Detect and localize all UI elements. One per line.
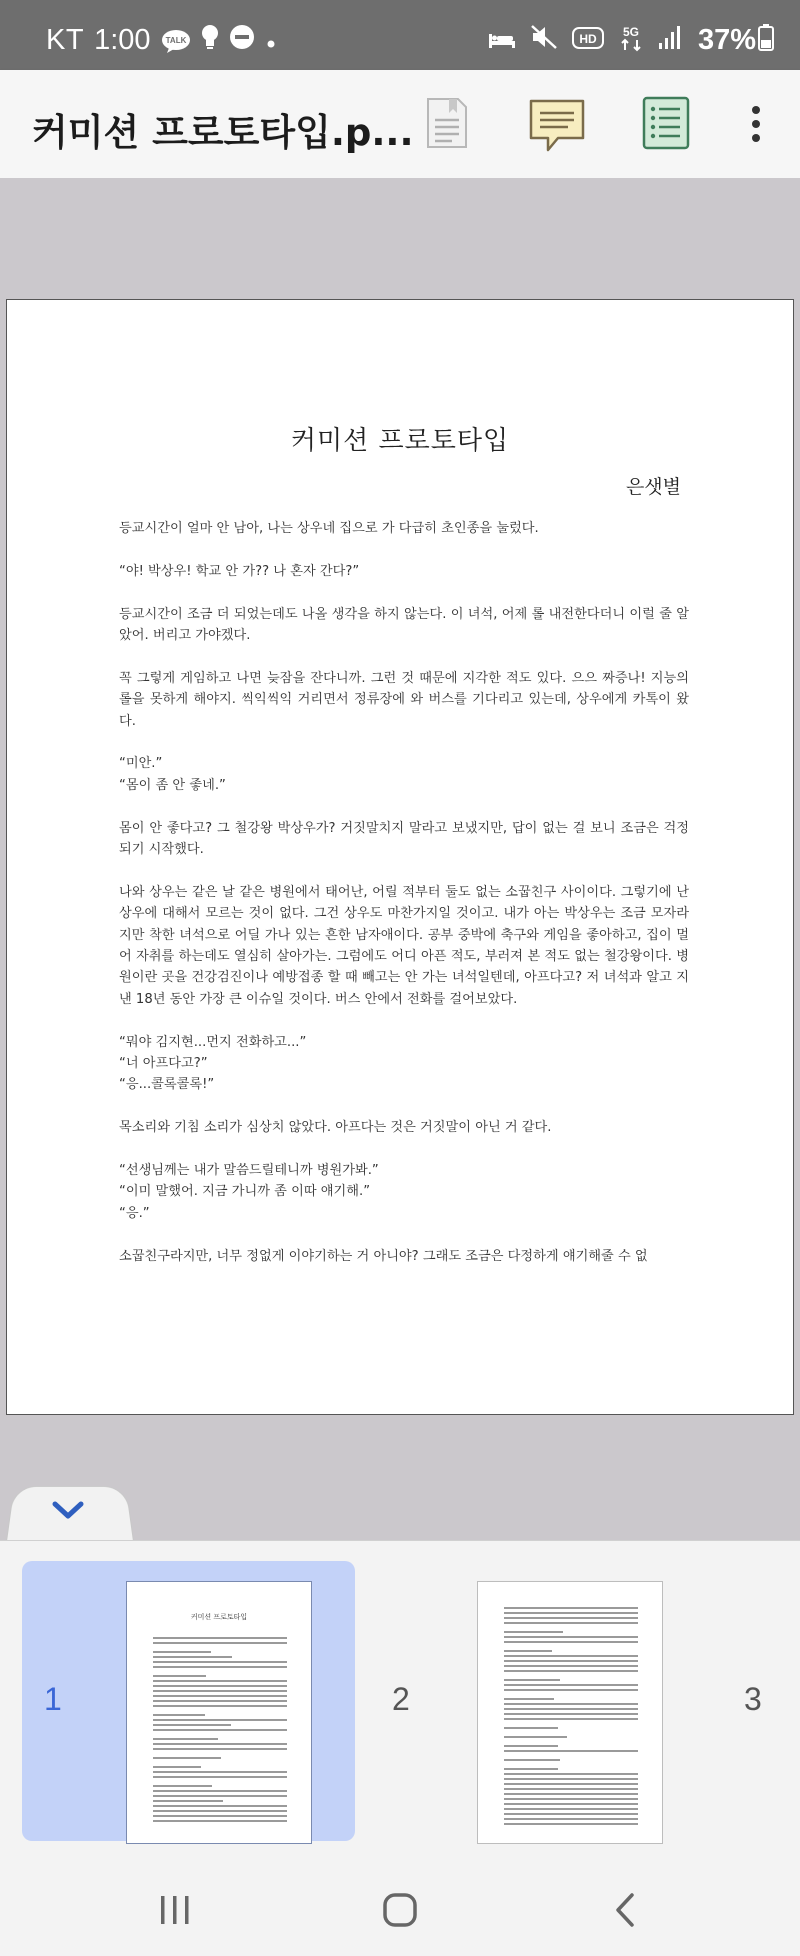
- thumbnail-text-line: [504, 1818, 638, 1820]
- paragraph-line: 목소리와 기침 소리가 심상치 않았다. 아프다는 것은 거짓말이 아닌 거 같다.: [119, 1120, 552, 1136]
- page-paragraph: [119, 668, 689, 732]
- thumbnail-text-line: [153, 1757, 221, 1759]
- page-paragraph: [119, 882, 689, 1010]
- thumbnail-text-line: [153, 1748, 287, 1750]
- thumbnail-text-line: [504, 1689, 638, 1691]
- thumbnail-text-line: [153, 1790, 287, 1792]
- app-toolbar: [0, 70, 800, 178]
- thumbnail-text-line: [504, 1736, 567, 1738]
- thumbnail-text-line: [504, 1684, 638, 1686]
- thumbnail-text-line: [153, 1705, 287, 1707]
- thumbnail-text-line: [504, 1750, 638, 1752]
- thumbnail-text-line: [504, 1708, 638, 1710]
- thumbnail-text-line: [153, 1815, 287, 1817]
- document-viewer[interactable]: [0, 178, 800, 1488]
- thumbnail-text-line: [504, 1660, 638, 1662]
- thumbnail-text-line: [153, 1766, 201, 1768]
- thumbnail-text-line: [153, 1724, 231, 1726]
- page-paragraph: [119, 1246, 689, 1267]
- thumbnail-text-line: [504, 1783, 638, 1785]
- paragraph-line: “이미 말했어. 지금 가니까 좀 이따 얘기해.”: [119, 1184, 371, 1200]
- page-thumbnail-2[interactable]: [358, 1561, 691, 1841]
- back-button[interactable]: [612, 1892, 638, 1932]
- system-nav-bar: [0, 1866, 800, 1956]
- more-options-button[interactable]: [742, 104, 770, 148]
- thumbnail-page-number: 1: [44, 1681, 62, 1717]
- thumbnail-text-line: [153, 1680, 287, 1682]
- thumbnail-text-line: [153, 1820, 287, 1822]
- page-body-text: [119, 518, 689, 1288]
- thumbnail-text-line: [153, 1700, 287, 1702]
- paragraph-line: 등교시간이 조금 더 되었는데도 나올 생각을 하지 않는다. 이 녀석, 어제 롤 내전한다더니 이럴 줄 알았어. 버리고 가야겠다.: [119, 606, 689, 643]
- clock: 1:00: [94, 24, 151, 56]
- thumbnail-text-line: [504, 1665, 638, 1667]
- thumbnail-page-number: 2: [392, 1681, 410, 1717]
- thumbnail-text-line: [504, 1641, 638, 1643]
- thumbnail-text-line: [153, 1656, 232, 1658]
- page-author: 은샛별: [625, 476, 681, 498]
- thumbnail-text-line: [504, 1798, 638, 1800]
- thumbnail-text-line: [504, 1813, 638, 1815]
- thumbnail-text-line: [504, 1778, 638, 1780]
- sleep-bed-icon: [488, 25, 516, 57]
- kakao-talk-icon: [161, 29, 191, 53]
- hd-label: HD: [579, 31, 597, 46]
- battery-percent: 37%: [697, 24, 756, 56]
- page-thumbnail-3[interactable]: [690, 1561, 800, 1841]
- signal-icon: [658, 24, 684, 57]
- thumbnail-text-line: [504, 1636, 638, 1638]
- thumbnail-text-line: [504, 1698, 554, 1700]
- thumbnail-text-line: [153, 1805, 287, 1807]
- thumbnail-panel: [0, 1540, 800, 1867]
- thumbnail-text-line: [504, 1622, 638, 1624]
- paragraph-line: “너 아프다고?”: [119, 1056, 208, 1072]
- document-page[interactable]: [6, 299, 794, 1415]
- thumbnail-text-line: [153, 1785, 212, 1787]
- thumbnail-text-line: [504, 1607, 638, 1609]
- page-thumbnail-1[interactable]: [22, 1561, 355, 1841]
- thumbnail-text-line: [153, 1719, 287, 1721]
- outline-button[interactable]: [642, 96, 690, 154]
- thumbnail-text-line: [153, 1714, 205, 1716]
- paragraph-line: “응.”: [119, 1205, 150, 1221]
- battery-icon: [758, 23, 774, 58]
- page-paragraph: [119, 1032, 689, 1096]
- page-paragraph: [119, 818, 689, 861]
- comment-icon: [528, 98, 586, 154]
- thumbnail-text-line: [504, 1759, 560, 1761]
- thumbnail-text-line: [153, 1810, 287, 1812]
- thumbnail-text-line: [504, 1718, 638, 1720]
- thumbnail-text-line: [504, 1703, 638, 1705]
- thumbnail-text-line: [153, 1642, 287, 1644]
- document-title: 커미션 프로토타입.p...: [32, 111, 414, 154]
- thumbnail-text-line: [153, 1695, 287, 1697]
- thumbnail-text-line: [153, 1661, 287, 1663]
- thumbnail-text-line: [504, 1713, 638, 1715]
- page-paragraph: [119, 1160, 689, 1224]
- paragraph-line: 몸이 안 좋다고? 그 철강왕 박상우가? 거짓말치지 말라고 보냈지만, 답이 없는 걸 보니 조금은 걱정되기 시작했다.: [119, 820, 689, 858]
- thumbnail-text-line: [504, 1612, 638, 1614]
- talk-badge-text: TALK: [165, 35, 186, 45]
- thumbnail-text-line: [504, 1650, 552, 1652]
- thumbnail-text-line: [153, 1651, 211, 1653]
- thumbnail-text-line: [153, 1795, 287, 1797]
- thumbnail-text-line: [504, 1823, 638, 1825]
- notification-dot-icon: [265, 25, 277, 57]
- paragraph-line: 나와 상우는 같은 날 같은 병원에서 태어난, 어릴 적부터 둘도 없는 소꿉친구 사이이다. 그렇기에 난 상우에 대해서 모르는 것이 없다. 그건 상우도 마찬가지일 것이고. 내가 아는 박상우는 조금 모자라지만 착한 녀석으로 어딜 가나 있는 흔한 남자애이다. 공부 중박에 축구와 게임을 좋아하고, 집이 멀어 자취를 하는데도 열심히 살아가는. 그럼에도 어디 아픈 적도, 부러져 본 적도 없는 철강왕이다. 병원이란 곳을 건강검진이나 예방접종 할 때 빼고는 안 가는 녀석일텐데, 아프다고? 저 녀석과 알고 지낸 18년 동안 가장 큰 이슈일 것이다. 버스 안에서 전화를 걸어보았다.: [119, 884, 689, 1007]
- do-not-disturb-icon: [229, 24, 255, 57]
- thumbnail-text-line: [153, 1729, 287, 1731]
- thumbnail-text-line: [504, 1788, 638, 1790]
- page-paragraph: [119, 518, 689, 539]
- outline-list-icon: [642, 96, 690, 150]
- paragraph-line: “몸이 좀 안 좋네.”: [119, 777, 226, 793]
- paragraph-line: “야! 박상우! 학교 안 가?? 나 혼자 간다?”: [119, 563, 360, 579]
- thumbnail-text-line: [504, 1670, 638, 1672]
- thumbnail-text-line: [153, 1800, 223, 1802]
- carrier-label: KT: [46, 24, 85, 56]
- back-icon: [612, 1892, 638, 1928]
- thumbnail-text-line: [153, 1675, 206, 1677]
- network-label: 5G: [622, 25, 639, 39]
- page-heading: 커미션 프로토타입: [290, 426, 510, 456]
- chevron-down-icon[interactable]: [50, 1498, 86, 1526]
- thumbnail-title: 커미션 프로토타입: [190, 1613, 248, 1621]
- thumbnail-text-line: [504, 1768, 558, 1770]
- network-5g-icon: [618, 22, 644, 59]
- paragraph-line: “응...콜록콜록!”: [119, 1077, 215, 1093]
- thumbnail-image: [477, 1581, 663, 1844]
- recent-apps-icon: [158, 1892, 192, 1928]
- thumbnail-text-line: [504, 1617, 638, 1619]
- thumbnail-image: [126, 1581, 312, 1844]
- home-button[interactable]: [382, 1892, 418, 1932]
- paragraph-line: “선생님께는 내가 말씀드릴테니까 병원가봐.”: [119, 1163, 379, 1179]
- thumbnail-text-line: [153, 1776, 287, 1778]
- thumbnail-text-line: [504, 1727, 558, 1729]
- thumbnail-text-line: [504, 1631, 563, 1633]
- home-icon: [382, 1892, 418, 1928]
- thumbnail-text-line: [153, 1690, 287, 1692]
- recent-apps-button[interactable]: [158, 1892, 192, 1932]
- paragraph-line: “뭐야 김지현...먼지 전화하고...”: [119, 1034, 307, 1050]
- thumbnail-text-line: [153, 1743, 287, 1745]
- page-paragraph: [119, 604, 689, 647]
- more-vert-icon: [742, 104, 770, 144]
- paragraph-line: “미안.”: [119, 756, 163, 772]
- thumbnail-text-line: [504, 1773, 638, 1775]
- page-paragraph: [119, 753, 689, 796]
- thumbnail-page-number: 3: [744, 1681, 762, 1717]
- thumbnail-text-line: [153, 1738, 218, 1740]
- comment-button[interactable]: [528, 98, 586, 158]
- bookmark-doc-icon: [424, 96, 470, 150]
- page-paragraph: [119, 1117, 689, 1138]
- thumbnail-text-line: [153, 1666, 287, 1668]
- thumbnail-text-line: [153, 1685, 287, 1687]
- mute-icon: [530, 24, 558, 57]
- thumbnail-text-line: [504, 1803, 638, 1805]
- thumbnail-text-line: [504, 1655, 638, 1657]
- thumbnail-text-line: [504, 1793, 638, 1795]
- thumbnail-text-line: [504, 1808, 638, 1810]
- thumbnail-text-line: [153, 1637, 287, 1639]
- thumbnail-text-line: [153, 1771, 287, 1773]
- thumbnail-text-line: [504, 1679, 560, 1681]
- hd-voice-icon: [572, 25, 604, 57]
- paragraph-line: 소꿉친구라지만, 너무 정없게 이야기하는 거 아니야? 그래도 조금은 다정하게 얘기해줄 수 없: [119, 1248, 648, 1264]
- paragraph-line: 꼭 그렇게 게임하고 나면 늦잠을 잔다니까. 그런 것 때문에 지각한 적도 있다. 으으 짜증나! 지능의 롤을 못하게 해야지. 씩익씩익 거리면서 정류장에 와 버스를 기다리고 있는데, 상우에게 카톡이 왔다.: [119, 670, 689, 729]
- paragraph-line: 등교시간이 얼마 안 남아, 나는 상우네 집으로 가 다급히 초인종을 눌렀다.: [119, 521, 539, 536]
- thumbnail-text-line: [504, 1745, 558, 1747]
- bulb-icon: [201, 24, 219, 57]
- page-paragraph: [119, 561, 689, 582]
- bookmark-doc-button[interactable]: [424, 96, 470, 154]
